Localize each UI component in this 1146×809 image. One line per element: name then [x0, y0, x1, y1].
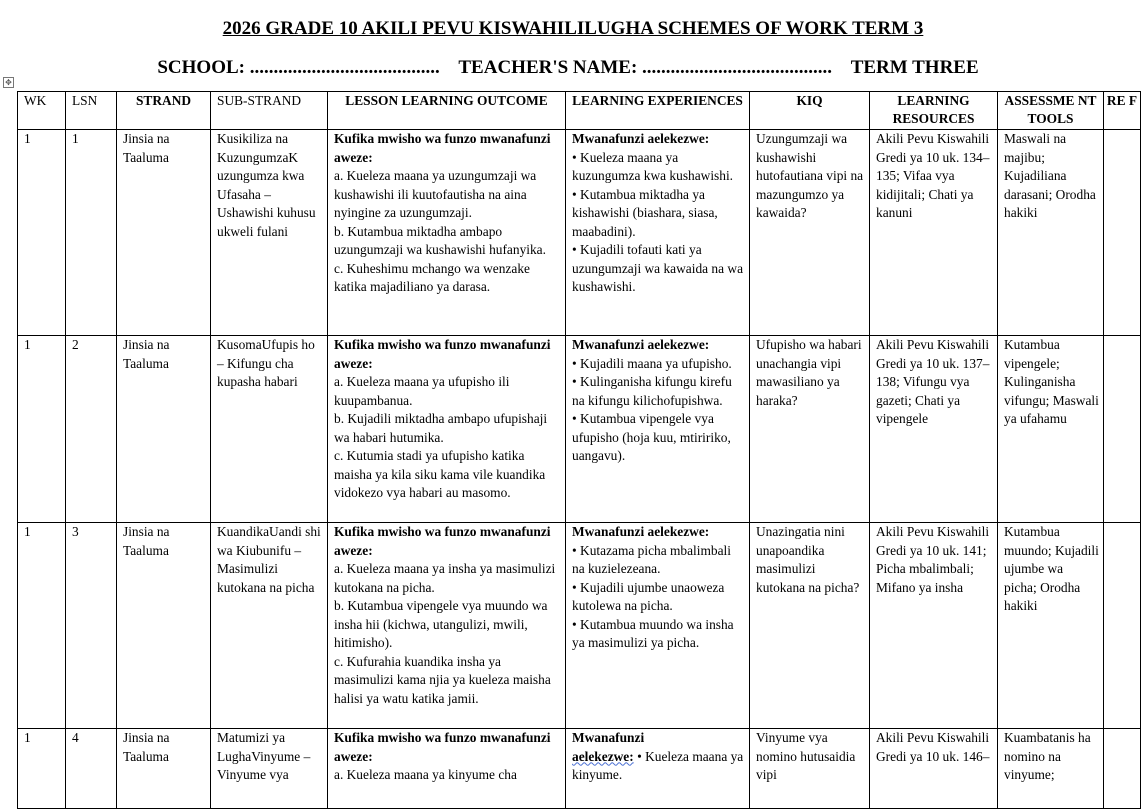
outcome-item: a. Kueleza maana ya uzungumzaji wa kushawishi ili kuutofautisha na aina nyingine za uzungumzaji. — [334, 168, 537, 220]
cell-resources: Akili Pevu Kiswahili Gredi ya 10 uk. 134–135; Vifaa vya kidijitali; Chati ya kanuni — [870, 130, 998, 336]
cell-experiences — [566, 130, 750, 336]
outcome-item: b. Kutambua vipengele vya muundo wa insha hii (kichwa, utangulizi, mwili, hitimisho). — [334, 598, 548, 650]
cell-outcome — [328, 336, 566, 523]
header-strand: STRAND — [117, 92, 211, 130]
cell-strand: Jinsia na Taaluma — [117, 130, 211, 336]
cell-ref — [1104, 130, 1141, 336]
cell-outcome — [328, 130, 566, 336]
experience-item: • Kutambua vipengele vya ufupisho (hoja kuu, mtiririko, uangavu). — [572, 411, 731, 463]
header-ref: RE F — [1104, 92, 1141, 130]
header-experiences: LEARNING EXPERIENCES — [566, 92, 750, 130]
outcome-item: a. Kueleza maana ya ufupisho ili kuupambanua. — [334, 374, 510, 408]
experiences-heading-spellcheck: aelekezwe: — [572, 748, 634, 764]
cell-assessment: Kutambua muundo; Kujadili ujumbe wa picha; Orodha hakiki — [998, 523, 1104, 729]
outcome-item: b. Kutambua miktadha ambapo uzungumzaji wa kushawishi hufanyika. — [334, 223, 546, 257]
cell-lsn: 4 — [66, 729, 117, 809]
cell-substrand: Kusikiliza na KuzungumzaK uzungumza kwa Ufasaha – Ushawishi kuhusu ukweli fulani — [211, 130, 328, 336]
cell-experiences — [566, 336, 750, 523]
header-lsn: LSN — [66, 92, 117, 130]
experiences-heading: Mwanafunzi aelekezwe: — [572, 131, 710, 146]
cell-resources: Akili Pevu Kiswahili Gredi ya 10 uk. 146– — [870, 729, 998, 809]
experience-item: • Kutazama picha mbalimbali na kuzielezeana. — [572, 542, 731, 576]
table-row — [18, 523, 1141, 729]
cell-strand: Jinsia na Taaluma — [117, 523, 211, 729]
document-subtitle: SCHOOL: ........................................ TEACHER'S NAME: ........................................ TERM THREE — [157, 57, 979, 78]
table-row — [18, 729, 1141, 809]
cell-experiences — [566, 523, 750, 729]
header-kiq: KIQ — [750, 92, 870, 130]
experience-item: • Kujadili tofauti kati ya uzungumzaji wa kawaida na wa kushawishi. — [572, 242, 744, 294]
header-wk: WK — [18, 92, 66, 130]
outcome-heading: Kufika mwisho wa funzo mwanafunzi aweze: — [334, 730, 551, 764]
header-outcome: LESSON LEARNING OUTCOME — [328, 92, 566, 130]
cell-strand: Jinsia na Taaluma — [117, 729, 211, 809]
outcome-item: c. Kuheshimu mchango wa wenzake katika majadiliano ya darasa. — [334, 260, 530, 294]
cell-ref — [1104, 729, 1141, 809]
experience-item: • Kutambua miktadha ya kishawishi (biashara, siasa, maabadini). — [572, 186, 718, 239]
cell-resources: Akili Pevu Kiswahili Gredi ya 10 uk. 141; Picha mbalimbali; Mifano ya insha — [870, 523, 998, 729]
experience-item: • Kujadili ujumbe unaoweza kutolewa na picha. — [572, 579, 725, 613]
experience-item: • Kueleza maana ya kinyume. — [572, 748, 744, 782]
experiences-heading: Mwanafunzi aelekezwe: — [572, 524, 710, 539]
experiences-heading: Mwanafunzi — [572, 730, 645, 745]
outcome-item: c. Kufurahia kuandika insha ya masimulizi kama njia ya kueleza maisha halisi ya watu katika jamii. — [334, 653, 551, 706]
table-row — [18, 336, 1141, 523]
header-assessment: ASSESSME NT TOOLS — [998, 92, 1104, 130]
cell-lsn: 1 — [66, 130, 117, 336]
experiences-heading: Mwanafunzi aelekezwe: — [572, 337, 710, 352]
move-handle-icon[interactable]: ✥ — [3, 77, 14, 88]
cell-ref — [1104, 523, 1141, 729]
cell-outcome — [328, 523, 566, 729]
outcome-item: a. Kueleza maana ya kinyume cha — [334, 767, 517, 782]
outcome-heading: Kufika mwisho wa funzo mwanafunzi aweze: — [334, 524, 551, 558]
experience-item: • Kulinganisha kifungu kirefu na kifungu kilichofupishwa. — [572, 374, 732, 408]
document-title: 2026 GRADE 10 AKILI PEVU KISWAHILILUGHA SCHEMES OF WORK TERM 3 — [222, 18, 924, 39]
outcome-heading: Kufika mwisho wa funzo mwanafunzi aweze: — [334, 131, 551, 165]
cell-ref — [1104, 336, 1141, 523]
cell-assessment: Maswali na majibu; Kujadiliana darasani; Orodha hakiki — [998, 130, 1104, 336]
cell-lsn: 2 — [66, 336, 117, 523]
cell-lsn: 3 — [66, 523, 117, 729]
cell-wk: 1 — [18, 130, 66, 336]
cell-wk: 1 — [18, 336, 66, 523]
outcome-item: a. Kueleza maana ya insha ya masimulizi kutokana na picha. — [334, 561, 556, 595]
experience-item: • Kueleza maana ya kuzungumza kwa kushawishi. — [572, 149, 734, 183]
cell-resources: Akili Pevu Kiswahili Gredi ya 10 uk. 137–138; Vifungu vya gazeti; Chati ya vipengele — [870, 336, 998, 523]
cell-outcome — [328, 729, 566, 809]
header-resources: LEARNING RESOURCES — [870, 92, 998, 130]
cell-substrand: Matumizi ya LughaVinyume – Vinyume vya — [211, 729, 328, 809]
outcome-heading: Kufika mwisho wa funzo mwanafunzi aweze: — [334, 337, 551, 371]
cell-wk: 1 — [18, 523, 66, 729]
cell-assessment: Kuambatanis ha nomino na vinyume; — [998, 729, 1104, 809]
cell-kiq: Vinyume vya nomino hutusaidia vipi — [750, 729, 870, 809]
cell-kiq: Uzungumzaji wa kushawishi hutofautiana vipi na mazungumzo ya kawaida? — [750, 130, 870, 336]
outcome-item: c. Kutumia stadi ya ufupisho katika maisha ya kila siku kama vile kuandika vidokezo vya habari au masomo. — [334, 448, 546, 500]
header-substrand: SUB-STRAND — [211, 92, 328, 130]
table-row — [18, 130, 1141, 336]
cell-kiq: Unazingatia nini unapoandika masimulizi kutokana na picha? — [750, 523, 870, 729]
cell-substrand: KuandikaUandi shi wa Kiubunifu – Masimulizi kutokana na picha — [211, 523, 328, 729]
cell-kiq: Ufupisho wa habari unachangia vipi mawasiliano ya haraka? — [750, 336, 870, 523]
experience-item: • Kutambua muundo wa insha ya masimulizi ya picha. — [572, 616, 734, 650]
cell-experiences — [566, 729, 750, 809]
header-row — [18, 92, 1141, 130]
cell-substrand: KusomaUfupis ho – Kifungu cha kupasha habari — [211, 336, 328, 523]
experience-item: • Kujadili maana ya ufupisho. — [572, 355, 732, 371]
cell-wk: 1 — [18, 729, 66, 809]
schemes-table — [17, 91, 1141, 809]
outcome-item: b. Kujadili miktadha ambapo ufupishaji wa habari hutumika. — [334, 411, 548, 445]
cell-strand: Jinsia na Taaluma — [117, 336, 211, 523]
cell-assessment: Kutambua vipengele; Kulinganisha vifungu; Maswali ya ufahamu — [998, 336, 1104, 523]
